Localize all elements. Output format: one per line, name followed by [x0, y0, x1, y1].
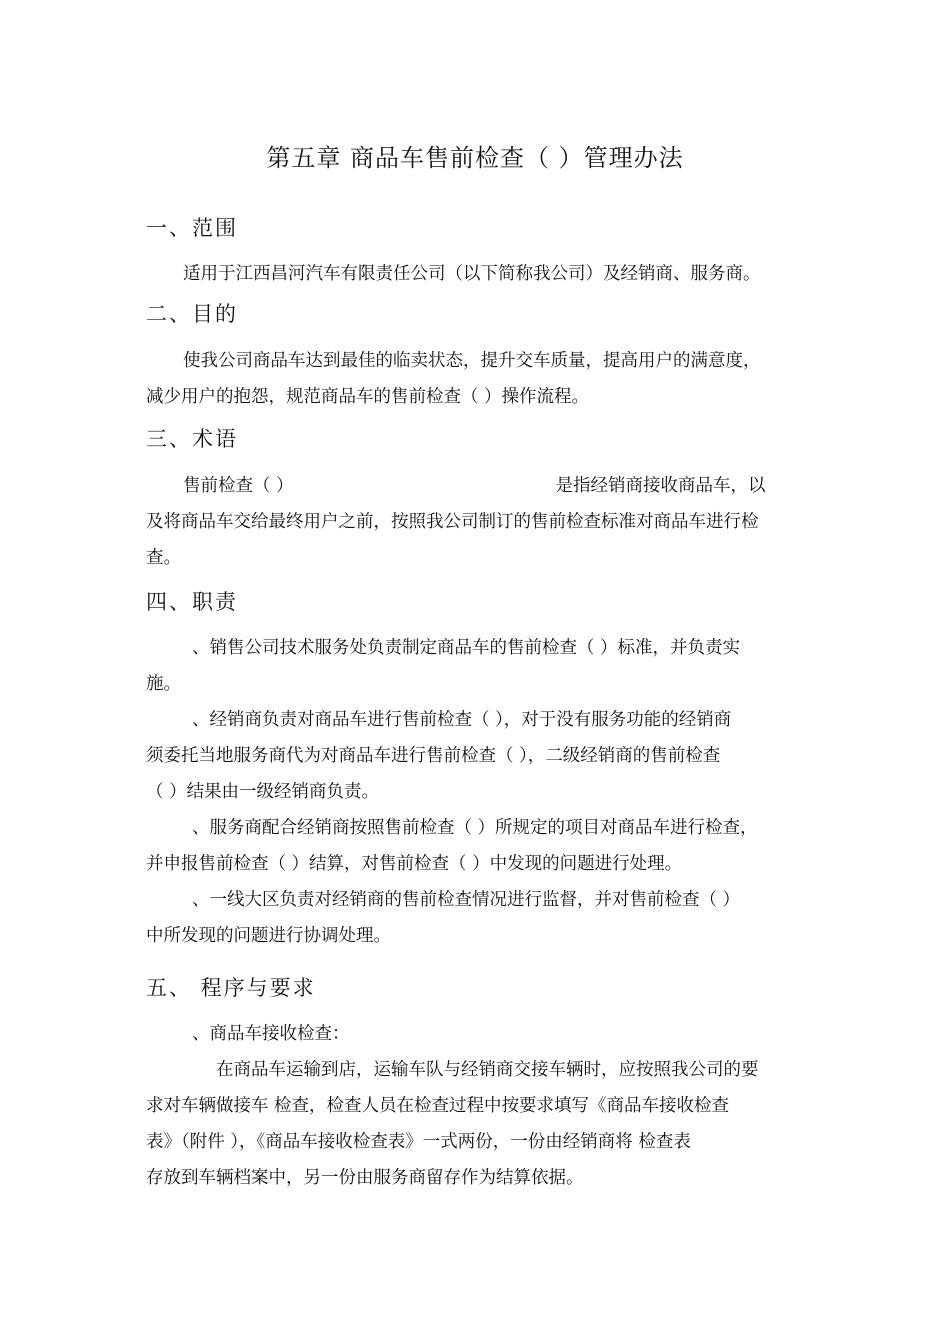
duty-item-4-line: 中所发现的问题进行协调处理。 — [146, 926, 391, 946]
duty-item-3-line: 并申报售前检查（ ）结算，对售前检查（ ）中发现的问题进行处理。 — [146, 854, 683, 874]
term-label: 售前检查（ ） — [183, 476, 294, 496]
paragraph-line: 在商品车运输到店，运输车队与经销商交接车辆时，应按照我公司的要 — [216, 1060, 759, 1080]
section-heading-scope: 一、范围 — [146, 216, 238, 240]
paragraph-line: 查。 — [146, 548, 181, 568]
duty-item-2-line: 须委托当地服务商代为对商品车进行售前检查（ ），二级经销商的售前检查 — [146, 746, 721, 766]
duty-item-3-line: 、服务商配合经销商按照售前检查（ ）所规定的项目对商品车进行检查， — [192, 818, 758, 838]
section-body-duties — [146, 630, 810, 954]
paragraph-line: 适用于江西昌河汽车有限责任公司（以下简称我公司）及经销商、服务商。 — [183, 264, 761, 284]
section-heading-procedure: 五、 程序与要求 — [146, 976, 316, 1000]
paragraph-line — [146, 468, 810, 504]
duty-item-1-line: 、销售公司技术服务处负责制定商品车的售前检查（ ）标准，并负责实 — [192, 638, 741, 658]
duty-item-2-line: 、经销商负责对商品车进行售前检查（ ），对于没有服务功能的经销商 — [192, 710, 732, 730]
section-body-procedure — [146, 1016, 810, 1196]
duty-item-4-line: 、一线大区负责对经销商的售前检查情况进行监督，并对售前检查（ ） — [192, 890, 741, 910]
section-heading-duties: 四、职责 — [146, 590, 238, 614]
duty-item-1-line: 施。 — [146, 674, 181, 694]
duty-item-2-line: （ ）结果由一级经销商负责。 — [146, 782, 380, 802]
page-title: 第五章 商品车售前检查（ ）管理办法 — [266, 144, 684, 172]
section-body-terms — [146, 468, 810, 576]
subsection-heading-receiving-check: 、商品车接收检查： — [192, 1024, 350, 1044]
section-body-purpose — [146, 343, 810, 415]
paragraph-line: 使我公司商品车达到最佳的临卖状态，提升交车质量，提高用户的满意度， — [183, 351, 761, 371]
section-body-scope — [146, 256, 810, 292]
paragraph-line: 求对车辆做接车 检查，检查人员在检查过程中按要求填写《商品车接收检查 — [146, 1096, 730, 1116]
term-definition-start: 是指经销商接收商品车，以 — [555, 476, 766, 496]
paragraph-line: 存放到车辆档案中，另一份由服务商留存作为结算依据。 — [146, 1168, 584, 1188]
paragraph-line: 减少用户的抱怨，规范商品车的售前检查（ ）操作流程。 — [146, 387, 590, 407]
paragraph-line: 及将商品车交给最终用户之前，按照我公司制订的售前检查标准对商品车进行检 — [146, 512, 759, 532]
section-heading-terms: 三、术语 — [146, 427, 238, 451]
paragraph-line: 表》（附件 ），《商品车接收检查表》一式两份，一份由经销商将 检查表 — [146, 1132, 691, 1152]
section-heading-purpose: 二、目的 — [146, 302, 238, 326]
